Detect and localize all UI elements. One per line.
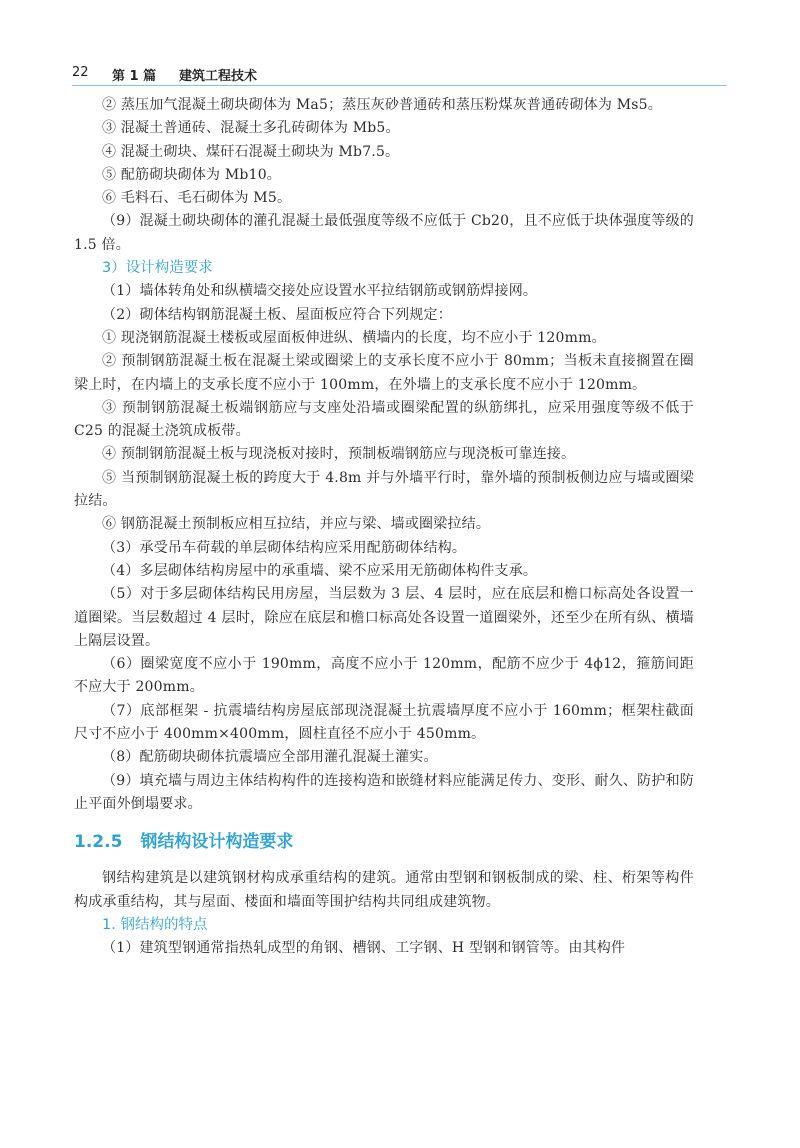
paragraph: （2）砌体结构钢筋混凝土板、屋面板应符合下列规定： <box>102 306 452 323</box>
paragraph: ⑤ 当预制钢筋混凝土板的跨度大于 4.8m 并与外墙平行时，靠外墙的预制板侧边应与墙或圈梁拉结。 <box>74 469 694 510</box>
paragraph: （1）墙体转角处和纵横墙交接处应设置水平拉结钢筋或钢筋焊接网。 <box>102 283 538 300</box>
page-number: 22 <box>72 65 89 80</box>
section-heading <box>74 829 694 855</box>
paragraph: ④ 混凝土砌块、煤矸石混凝土砌块为 Mb7.5。 <box>102 143 400 160</box>
paragraph: ⑥ 毛料石、毛石砌体为 M5。 <box>102 190 292 207</box>
paragraph: ③ 混凝土普通砖、混凝土多孔砖砌体为 Mb5。 <box>102 120 400 137</box>
paragraph: ② 预制钢筋混凝土板在混凝土梁或圈梁上的支承长度不应小于 80mm；当板未直接搁置在圈梁上时，在内墙上的支承长度不应小于 100mm，在外墙上的支承长度不应小于 120mm。 <box>74 353 694 393</box>
paragraph: （4）多层砌体结构房屋中的承重墙、梁不应采用无筋砌体构件支承。 <box>102 562 538 579</box>
paragraph: ③ 预制钢筋混凝土板端钢筋应与支座处沿墙或圈梁配置的纵筋绑扎，应采用强度等级不低于 C25 的混凝土浇筑成板带。 <box>74 399 694 440</box>
part-title: 建筑工程技术 <box>179 69 258 84</box>
paragraph: 钢结构建筑是以建筑钢材构成承重结构的建筑。通常由型钢和钢板制成的梁、柱、桁架等构件构成承重结构，其与屋面、楼面和墙面等围护结构共同组成建筑物。 <box>74 870 694 910</box>
paragraph: ⑥ 钢筋混凝土预制板应相互拉结，并应与梁、墙或圈梁拉结。 <box>102 516 491 533</box>
sub-heading-steel-features: 1. 钢结构的特点 <box>102 916 208 933</box>
paragraph: ⑤ 配筋砌块砌体为 Mb10。 <box>102 166 282 183</box>
page-body <box>74 94 694 960</box>
section-number: 1.2.5 <box>74 832 123 853</box>
paragraph: ④ 预制钢筋混凝土板与现浇板对接时，预制板端钢筋应与现浇板可靠连接。 <box>102 446 576 463</box>
paragraph: （5）对于多层砌体结构民用房屋，当层数为 3 层、4 层时，应在底层和檐口标高处各设置一道圈梁。当层数超过 4 层时，除应在底层和檐口标高处各设置一道圈梁外，还至少在所有纵、横墙上隔层设置。 <box>74 586 694 649</box>
part-label: 第 1 篇 <box>112 69 157 84</box>
header-rule <box>72 85 727 86</box>
paragraph: ② 蒸压加气混凝土砌块砌体为 Ma5；蒸压灰砂普通砖和蒸压粉煤灰普通砖砌体为 Ms5。 <box>102 97 662 113</box>
paragraph: ① 现浇钢筋混凝土楼板或屋面板伸进纵、横墙内的长度，均不应小于 120mm。 <box>102 329 606 346</box>
paragraph: （9）填充墙与周边主体结构构件的连接构造和嵌缝材料应能满足传力、变形、耐久、防护和防止平面外倒塌要求。 <box>74 772 694 812</box>
paragraph: （6）圈梁宽度不应小于 190mm，高度不应小于 120mm，配筋不应少于 4ϕ12，箍筋间距不应大于 200mm。 <box>74 656 694 696</box>
paragraph: （1）建筑型钢通常指热轧成型的角钢、槽钢、工字钢、H 型钢和钢管等。由其构件 <box>102 940 626 957</box>
paragraph: （3）承受吊车荷载的单层砌体结构应采用配筋砌体结构。 <box>102 539 467 556</box>
paragraph: （9）混凝土砌块砌体的灌孔混凝土最低强度等级不应低于 Cb20，且不应低于块体强度等级的 1.5 倍。 <box>74 213 694 253</box>
sub-heading-design-requirements: 3）设计构造要求 <box>102 260 213 277</box>
paragraph: （8）配筋砌块砌体抗震墙应全部用灌孔混凝土灌实。 <box>102 749 438 766</box>
running-header <box>72 62 727 86</box>
section-title: 钢结构设计构造要求 <box>140 832 294 853</box>
paragraph: （7）底部框架 - 抗震墙结构房屋底部现浇混凝土抗震墙厚度不应小于 160mm；框架柱截面尺寸不应小于 400mm×400mm，圆柱直径不应小于 450mm。 <box>74 702 694 743</box>
